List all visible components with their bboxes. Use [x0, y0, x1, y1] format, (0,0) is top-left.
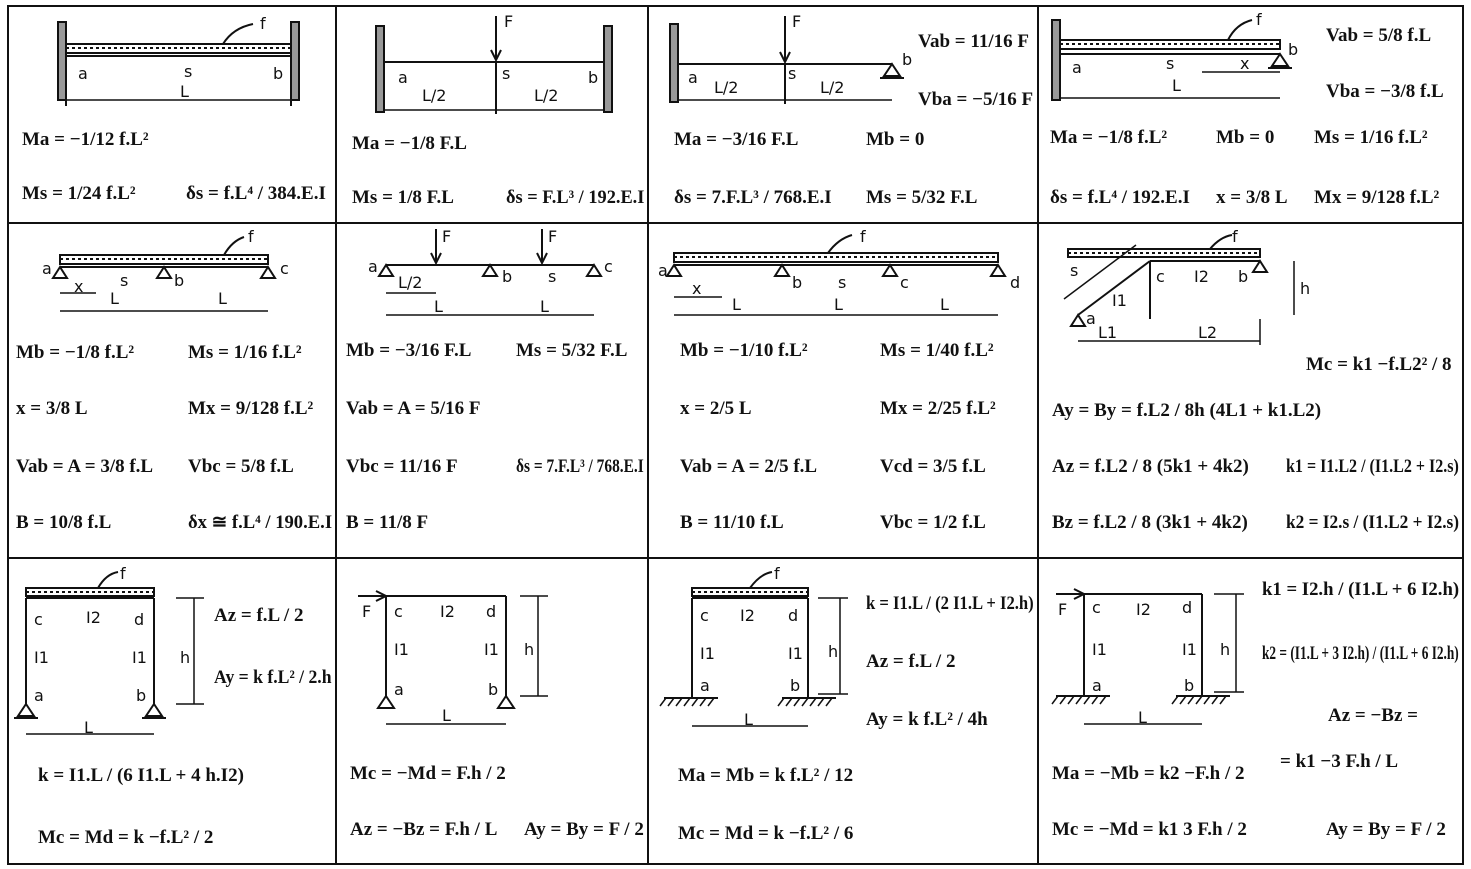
formula-az-bz: Az = −Bz = F.h / L: [350, 819, 498, 840]
height-label: h: [524, 640, 535, 659]
formula-deflection: δs = F.L³ / 192.E.I: [506, 187, 645, 208]
node-s-label: s: [120, 271, 129, 290]
load-label: f: [248, 227, 254, 246]
node-s-label: s: [502, 64, 511, 83]
node-b-label: b: [136, 686, 147, 705]
formula-ma: Ma = −1/8 F.L: [352, 133, 467, 154]
formula-vbc: Vbc = 1/2 f.L: [880, 512, 986, 533]
span-3-label: L: [940, 295, 949, 314]
formula-k: k = I1.L / (6 I1.L + 4 h.I2): [38, 765, 244, 786]
force-label: F: [362, 602, 372, 621]
node-c-label: c: [900, 273, 909, 292]
span-2-label: L: [834, 295, 843, 314]
cell-fixed-portal-horizontal: [1038, 558, 1463, 864]
inertia-i1-left-label: I1: [394, 640, 409, 659]
span-l2-label: L2: [1198, 323, 1218, 342]
formula-x: x = 3/8 L: [1216, 187, 1288, 208]
formula-k1: k1 = I2.h / (I1.L + 6 I2.h): [1262, 579, 1460, 600]
span-label: L: [84, 718, 93, 737]
diagram-pinned-portal-distributed: [8, 558, 336, 864]
node-b-label: b: [273, 64, 284, 83]
formula-b: B = 10/8 f.L: [16, 512, 112, 533]
formula-az: Az = f.L2 / 8 (5k1 + 4k2): [1052, 456, 1249, 477]
span-label: L: [744, 710, 753, 729]
formula-vab: Vab = 11/16 F: [918, 31, 1029, 52]
node-d-label: d: [486, 602, 497, 621]
node-s-label: s: [788, 64, 797, 83]
formula-deflection: δs = 7.F.L³ / 768.E.I: [674, 187, 832, 208]
formula-bz: Bz = f.L2 / 8 (3k1 + 4k2): [1052, 512, 1248, 533]
node-a-label: a: [700, 676, 710, 695]
node-b-label: b: [488, 680, 499, 699]
node-b-label: b: [588, 68, 599, 87]
inertia-i2-label: I2: [440, 602, 455, 621]
node-b-label: b: [1184, 676, 1195, 695]
node-b-label: b: [174, 271, 185, 290]
formula-ma: Ma = −1/8 f.L²: [1050, 127, 1168, 148]
formula-mb: Mb = 0: [1216, 127, 1275, 148]
cell-fixed-fixed-distributed: [8, 6, 336, 223]
cell-pinned-portal-horizontal: [336, 558, 648, 864]
node-s-label: s: [838, 273, 847, 292]
inertia-i1-left-label: I1: [34, 648, 49, 667]
x-distance-label: x: [692, 279, 702, 298]
formula-az-bz: Az = −Bz =: [1328, 705, 1418, 726]
formula-b: B = 11/10 f.L: [680, 512, 784, 533]
span-label: L: [1138, 708, 1147, 727]
formula-ma-mb: Ma = −Mb = k2 −F.h / 2: [1052, 763, 1245, 784]
node-a-label: a: [34, 686, 44, 705]
span-label: L: [1172, 76, 1181, 95]
load-label: f: [120, 564, 126, 583]
inertia-i1-right-label: I1: [132, 648, 147, 667]
inertia-i1-label: I1: [1112, 291, 1127, 310]
formula-mx: Mx = 9/128 f.L²: [1314, 187, 1440, 208]
force-1-label: F: [442, 227, 452, 246]
formula-ms: Ms = 1/24 f.L²: [22, 183, 136, 204]
force-label: F: [504, 12, 514, 31]
formula-vba: Vba = −5/16 F: [918, 89, 1034, 110]
inertia-i1-right-label: I1: [484, 640, 499, 659]
span-right-label: L: [218, 289, 227, 308]
node-a-label: a: [1072, 58, 1082, 77]
formula-k2: k2 = I2.s / (I1.L2 + I2.s): [1286, 512, 1460, 533]
half-span-left-label: L/2: [714, 78, 739, 97]
half-span-right-label: L/2: [820, 78, 845, 97]
node-d-label: d: [788, 606, 799, 625]
node-s-label: s: [548, 267, 557, 286]
node-d-label: d: [1010, 273, 1021, 292]
formula-az: Az = f.L / 2: [214, 605, 304, 626]
formula-ma: Ma = −1/12 f.L²: [22, 129, 149, 150]
node-b-label: b: [790, 676, 801, 695]
node-c-label: c: [280, 259, 289, 278]
node-c-label: c: [394, 602, 403, 621]
cell-two-span-distributed: [8, 223, 336, 558]
formula-b: B = 11/8 F: [346, 512, 429, 533]
span-label: L: [442, 706, 451, 725]
span-1-label: L: [732, 295, 741, 314]
force-label: F: [1058, 600, 1068, 619]
node-a-label: a: [658, 261, 668, 280]
cell-fixed-portal-distributed: [648, 558, 1038, 864]
force-label: F: [792, 12, 802, 31]
cell-fixed-pinned-point-load: [648, 6, 1038, 223]
formula-vba: Vba = −3/8 f.L: [1326, 81, 1444, 102]
node-a-label: a: [78, 64, 88, 83]
span-left-label: L: [110, 289, 119, 308]
height-label: h: [1300, 279, 1311, 298]
node-b-label: b: [792, 273, 803, 292]
formula-mc-md: Mc = Md = k −f.L² / 6: [678, 823, 854, 844]
formula-vbc: Vbc = 5/8 f.L: [188, 456, 294, 477]
formula-k: k = I1.L / (2 I1.L + I2.h): [866, 593, 1034, 614]
formula-mc: Mc = k1 −f.L2² / 8: [1306, 354, 1452, 375]
span-label: L: [180, 82, 189, 101]
half-span-right-label: L/2: [534, 86, 559, 105]
node-c-label: c: [1092, 598, 1101, 617]
formula-ms: Ms = 5/32 F.L: [516, 340, 628, 361]
node-d-label: d: [1182, 598, 1193, 617]
node-d-label: d: [134, 610, 145, 629]
node-b-label: b: [502, 267, 513, 286]
load-label: f: [774, 564, 780, 583]
span-l1-label: L1: [1098, 323, 1118, 342]
diagram-two-span-point: [336, 223, 648, 558]
formula-ay: Ay = k f.L² / 2.h: [214, 667, 332, 688]
formula-ms: Ms = 1/8 F.L: [352, 187, 454, 208]
formula-az-k1: = k1 −3 F.h / L: [1280, 751, 1399, 772]
formula-mb: Mb = −3/16 F.L: [346, 340, 472, 361]
formula-az: Az = f.L / 2: [866, 651, 956, 672]
x-distance-label: x: [1240, 54, 1250, 73]
node-s-label: s: [184, 62, 193, 81]
formula-ms: Ms = 1/40 f.L²: [880, 340, 994, 361]
node-a-label: a: [394, 680, 404, 699]
formula-x: x = 2/5 L: [680, 398, 752, 419]
formula-ms: Ms = 5/32 F.L: [866, 187, 978, 208]
span-left-label: L: [434, 297, 443, 316]
inertia-i2-label: I2: [86, 608, 101, 627]
formula-mb: Mb = −1/10 f.L²: [680, 340, 808, 361]
node-b-label: b: [1288, 40, 1299, 59]
cell-three-span-distributed: [648, 223, 1038, 558]
x-distance-label: x: [74, 277, 84, 296]
slope-length-label: s: [1070, 261, 1079, 280]
formula-ay-by: Ay = By = f.L2 / 8h (4L1 + k1.L2): [1052, 400, 1322, 421]
inertia-i1-right-label: I1: [788, 644, 803, 663]
formula-mc-md: Mc = −Md = F.h / 2: [350, 763, 506, 784]
formula-deflection: δs = 7.F.L³ / 768.E.I: [516, 456, 644, 477]
height-label: h: [828, 642, 839, 661]
formula-ma: Ma = −3/16 F.L: [674, 129, 799, 150]
node-a-label: a: [368, 257, 378, 276]
node-b-label: b: [902, 50, 913, 69]
load-label: f: [260, 14, 266, 33]
node-c-label: c: [700, 606, 709, 625]
formula-mx: Mx = 9/128 f.L²: [188, 398, 314, 419]
load-label: f: [860, 227, 866, 246]
height-label: h: [180, 648, 191, 667]
node-c-label: c: [604, 257, 613, 276]
diagram-inclined-frame: [1038, 223, 1463, 558]
formula-mb: Mb = −1/8 f.L²: [16, 342, 135, 363]
formula-deflection: δs = f.L⁴ / 192.E.I: [1050, 187, 1190, 208]
load-label: f: [1256, 10, 1262, 29]
cell-fixed-fixed-point-load: [336, 6, 648, 223]
formula-vbc: Vbc = 11/16 F: [346, 456, 458, 477]
inertia-i2-label: I2: [1136, 600, 1151, 619]
formula-ay-by: Ay = By = F / 2: [524, 819, 644, 840]
formula-ma-mb: Ma = Mb = k f.L² / 12: [678, 765, 854, 786]
formula-k1: k1 = I1.L2 / (I1.L2 + I2.s): [1286, 456, 1459, 477]
formula-ms: Ms = 1/16 f.L²: [1314, 127, 1428, 148]
inertia-i2-label: I2: [1194, 267, 1209, 286]
cell-fixed-pinned-distributed: [1038, 6, 1463, 223]
inertia-i2-label: I2: [740, 606, 755, 625]
formula-vab: Vab = 5/8 f.L: [1326, 25, 1432, 46]
formula-mc-md: Mc = −Md = k1 3 F.h / 2: [1052, 819, 1247, 840]
inertia-i1-left-label: I1: [1092, 640, 1107, 659]
formula-vab: Vab = A = 3/8 f.L: [16, 456, 154, 477]
cell-pinned-portal-distributed: [8, 558, 336, 864]
node-b-label: b: [1238, 267, 1249, 286]
formula-deflection: δs = f.L⁴ / 384.E.I: [186, 183, 326, 204]
formula-vab: Vab = A = 2/5 f.L: [680, 456, 818, 477]
formula-ms: Ms = 1/16 f.L²: [188, 342, 302, 363]
height-label: h: [1220, 640, 1231, 659]
inertia-i1-right-label: I1: [1182, 640, 1197, 659]
load-label: f: [1232, 227, 1238, 246]
formula-deflection: δx ≅ f.L⁴ / 190.E.I: [188, 512, 333, 533]
cell-two-span-point-loads: [336, 223, 648, 558]
node-a-label: a: [688, 68, 698, 87]
formula-mb: Mb = 0: [866, 129, 925, 150]
formula-mc-md: Mc = Md = k −f.L² / 2: [38, 827, 214, 848]
formula-mx: Mx = 2/25 f.L²: [880, 398, 996, 419]
node-c-label: c: [1156, 267, 1165, 286]
span-right-label: L: [540, 297, 549, 316]
node-s-label: s: [1166, 54, 1175, 73]
node-a-label: a: [42, 259, 52, 278]
inertia-i1-left-label: I1: [700, 644, 715, 663]
formula-x: x = 3/8 L: [16, 398, 88, 419]
node-c-label: c: [34, 610, 43, 629]
node-a-label: a: [398, 68, 408, 87]
formula-k2: k2 = (I1.L + 3 I2.h) / (I1.L + 6 I2.h): [1262, 643, 1459, 664]
formula-vab: Vab = A = 5/16 F: [346, 398, 481, 419]
force-2-label: F: [548, 227, 558, 246]
cell-inclined-frame: [1038, 223, 1463, 558]
half-span-label: L/2: [398, 273, 423, 292]
formula-ay: Ay = k f.L² / 4h: [866, 709, 988, 730]
node-a-label: a: [1092, 676, 1102, 695]
node-a-label: a: [1086, 309, 1096, 328]
half-span-left-label: L/2: [422, 86, 447, 105]
formula-ay-by: Ay = By = F / 2: [1326, 819, 1446, 840]
formula-vcd: Vcd = 3/5 f.L: [880, 456, 986, 477]
